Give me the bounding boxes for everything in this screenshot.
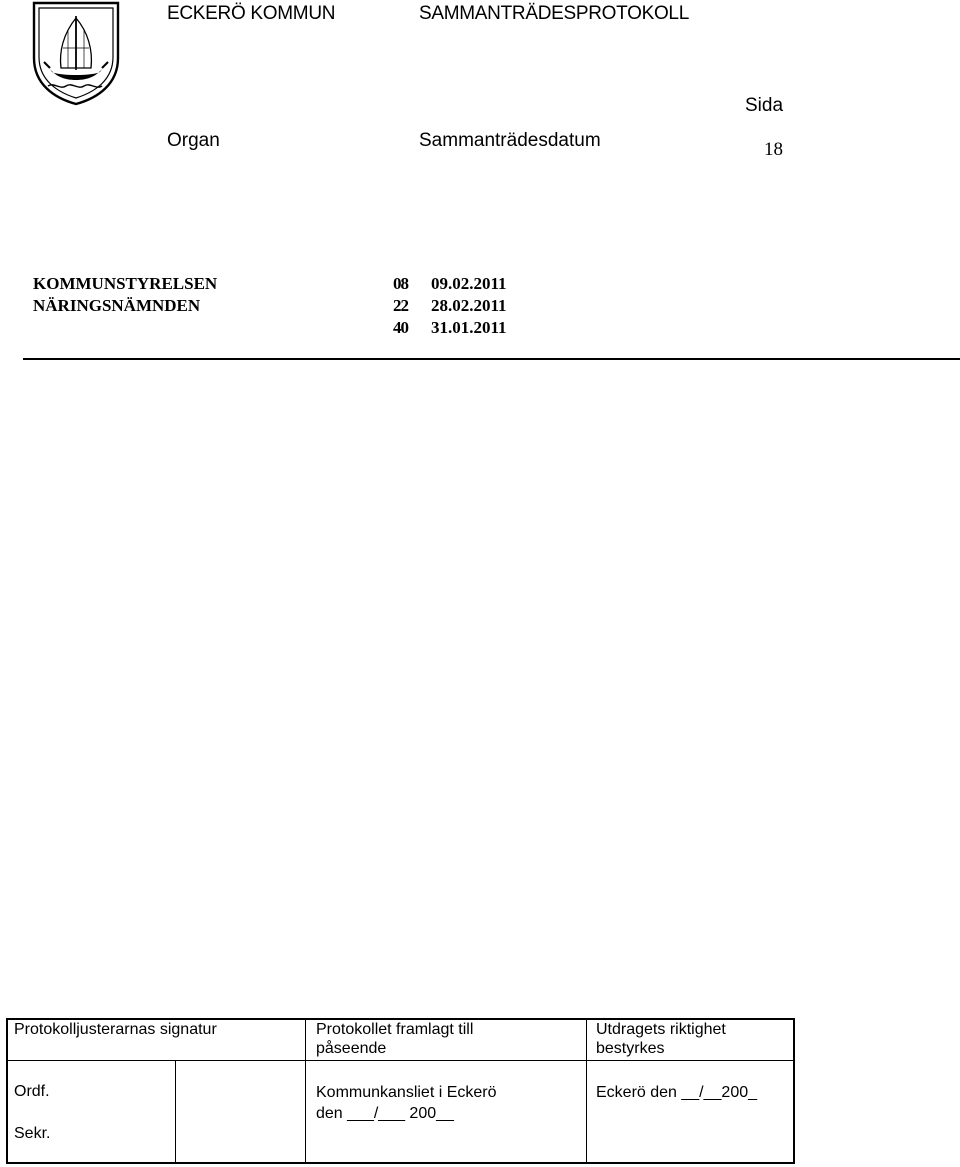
coat-of-arms-logo (30, 0, 122, 106)
certified-heading-line2: bestyrkes (596, 1040, 665, 1057)
certified-line: Eckerö den __/__200_ (596, 1084, 758, 1101)
meeting-section-number: 40 (393, 318, 408, 337)
meeting-section-number: 08 (393, 274, 408, 293)
certified-heading-line1: Utdragets riktighet (596, 1021, 726, 1038)
row-divider (8, 1060, 793, 1061)
meeting-date: 28.02.2011 (431, 296, 507, 315)
column-divider (586, 1020, 587, 1162)
organ-label: Organ (167, 130, 220, 151)
signature-footer-table (6, 1018, 795, 1164)
page-label: Sida (745, 95, 784, 116)
office-line1: Kommunkansliet i Eckerö (316, 1084, 497, 1101)
column-divider (175, 1061, 176, 1162)
page-number: 18 (764, 139, 783, 160)
chair-label: Ordf. (14, 1083, 50, 1100)
meeting-date: 09.02.2011 (431, 274, 507, 293)
meeting-date-label: Sammanträdesdatum (419, 130, 601, 151)
meeting-organ: NÄRINGSNÄMNDEN (33, 296, 201, 315)
document-type: SAMMANTRÄDESPROTOKOLL (419, 3, 689, 24)
column-divider (305, 1020, 306, 1162)
meeting-organ: KOMMUNSTYRELSEN (33, 274, 218, 293)
displayed-heading-line2: påseende (316, 1040, 387, 1057)
municipality-name: ECKERÖ KOMMUN (167, 3, 336, 24)
office-line2: den ___/___ 200__ (316, 1105, 454, 1122)
meeting-section-number: 22 (393, 296, 408, 315)
secretary-label: Sekr. (14, 1125, 51, 1142)
displayed-heading-line1: Protokollet framlagt till (316, 1021, 474, 1038)
signature-heading: Protokolljusterarnas signatur (14, 1021, 217, 1038)
meeting-date: 31.01.2011 (431, 318, 507, 337)
header-divider (23, 358, 960, 360)
